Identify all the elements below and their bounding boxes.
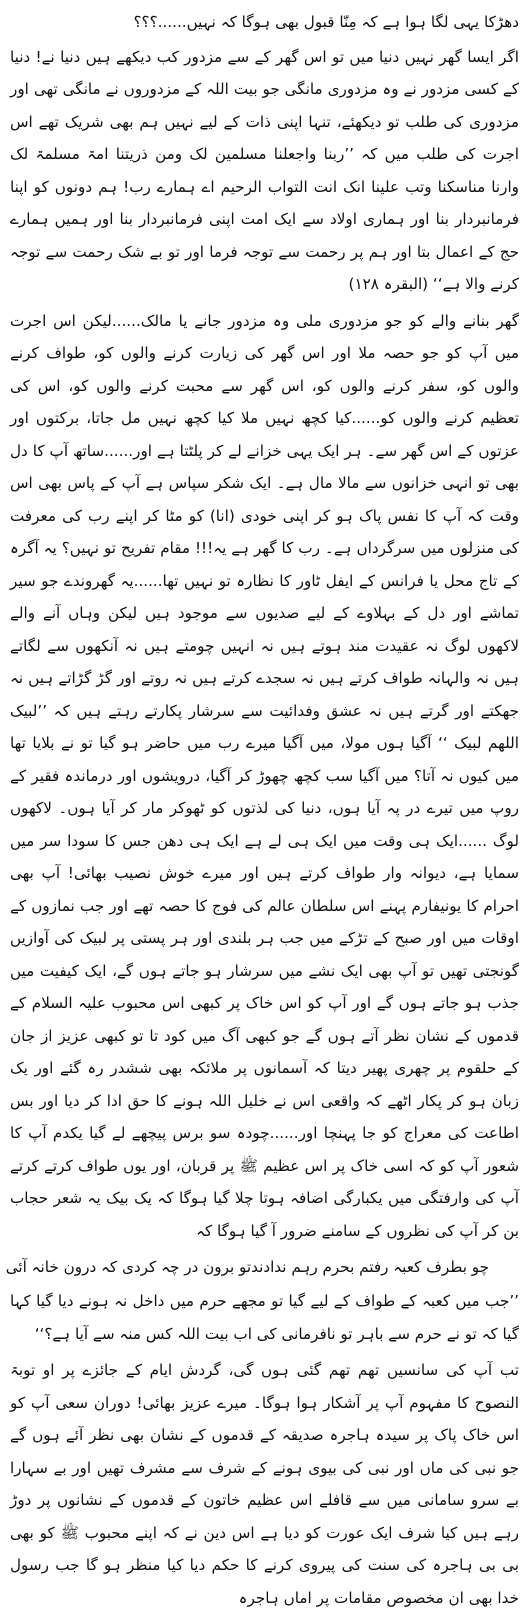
couplet-first-hemistich: چو بطرف کعبہ رفتم بحرم رہم ندادند bbox=[251, 1258, 489, 1276]
opening-line: دھڑکا یہی لگا ہوا ہے کہ مِنّا قبول بھی ہوگا کہ نہیں......؟؟؟ bbox=[133, 13, 519, 31]
persian-couplet bbox=[5, 1251, 519, 1283]
paragraph-labourers: اگر ایسا گھر نہیں دنیا میں تو اس گھر کے سے مزدور کب دیکھے ہیں دنیا نے! دنیا کے کسی مزدور نے وہ مزدوری مانگی جو بیت اللہ کے مزدوروں نے مانگی تھی اور مزدوری کی طلب تو دیکھئے، تنہا اپنی ذات کے لیے نہیں ہم بھی شریک تھے اس اجرت کی طلب میں کہ ’’ربنا واجعلنا مسلمین لک ومن ذریتنا امۃ مسلمۃ لک وارنا مناسکنا وتب علینا انک انت التواب الرحیم اے ہمارے رب! ہم دونوں کو اپنا فرمانبردار بنا اور ہماری اولاد سے ایک امت اپنی فرمانبردار بنا اور ہمیں ہمارے حج کے اعمال بتا اور ہم پر رحمت سے توجہ فرما اور تو بے شک رحمت سے توجہ کرنے والا ہے‘‘ (البقرہ ۱۲۸) bbox=[10, 47, 519, 293]
paragraph-tawaf: گھر بنانے والے کو جو مزدوری ملی وہ مزدور جانے یا مالک......لیکن اس اجرت میں آپ کو جو حصہ ملا اور اس گھر کی زیارت کرنے والوں کو، طواف کرنے والوں کو، سفر کرنے والوں کو، اس گھر سے محبت کرنے والوں کو، اس کی تعظیم کرنے والوں کو......کیا کچھ نہیں ملا کیا کچھ نہیں مل جاتا، برکتوں اور عزتوں کے اس گھر سے۔ ہر ایک یہی خزانے لے کر پلٹتا ہے اور......ساتھ آپ کا دل بھی تو انہی خزانوں سے مالا مال ہے۔ ایک شکر سپاس ہے آپ کے پاس بھی اس وقت کہ آپ کا نفس پاک ہو کر اپنی خودی (انا) کو مٹا کر اپنے رب کی معرفت کی منزلوں میں سرگرداں ہے۔ رب کا گھر ہے یہ!!! مقام تفریح تو نہیں؟ یہ آگرہ کے تاج محل یا فرانس کے ایفل ٹاور کا نظارہ تو نہیں تھا......یہ گھروندے جو سیر تماشے اور دل کے بہلاوے کے لیے صدیوں سے موجود ہیں لیکن وہاں آنے والے لاکھوں لوگ نہ عقیدت مند ہوتے ہیں نہ انہیں چومتے ہیں نہ آنکھوں سے لگاتے ہیں نہ والہانہ طواف کرتے ہیں نہ سجدے کرتے ہیں نہ روتے اور گڑ گڑاتے ہیں نہ جھکتے اور گرتے ہیں نہ عشق وفدائیت سے سرشار پکارتے رہتے ہیں کہ ’’لبیک اللھم لبیک ‘‘ آگیا ہوں مولا، میں آگیا میرے رب میں حاضر ہو گیا تو نے بلایا تھا میں کیوں نہ آتا؟ میں آگیا سب کچھ چھوڑ کر آگیا، درویشوں اور درماندہ فقیر کے روپ میں تیرے در پہ آیا ہوں، دنیا کی لذتوں کو ٹھوکر مار کر آیا ہوں۔ لاکھوں لوگ ......ایک ہی وقت میں ایک ہی لے ہے ایک ہی دھن جس کا سودا سر میں سمایا ہے، دیوانہ وار طواف کرتے ہیں اور میرے خوش نصیب بھائی! آپ بھی احرام کا یونیفارم پہنے اس سلطان عالم کی فوج کا حصہ تھے اور جب نمازوں کے اوقات میں اور صبح کے تڑکے میں جب ہر بلندی اور ہر پستی پر لبیک کی آوازیں گونجتی تھیں تو آپ بھی ایک نشے میں سرشار ہو جاتے ہوں گے، ایک کیفیت میں جذب ہو جاتے ہوں گے اور آپ کو اس خاک پر کبھی اس محبوب علیہ السلام کے قدموں کے نشان نظر آتے ہوں گے جو کبھی آگ میں کود تا تو کبھی عزیز از جان کے حلقوم پر چھری پھیر دیتا کہ آسمانوں پر ملائکہ بھی ششدر رہ گئے اور یک زبان ہو کر پکار اٹھے کہ واقعی اس نے خلیل اللہ ہونے کا حق ادا کر دیا اور بس اطاعت کی معراج کو جا پہنچا اور......چودہ سو برس پیچھے لے گیا یکدم آپ کا شعور آپ کو کہ اسی خاک پر اس عظیم ﷺ پر قربان، اور یوں طواف کرتے کرتے آپ کی وارفتگی میں یکبارگی اضافہ ہوتا چلا گیا ہوگا کہ یک بیک یہ شعر حجاب بن کر آپ کی نظروں کے سامنے ضرور آ گیا ہوگا کہ bbox=[10, 311, 519, 1240]
paragraph-hajra: تب آپ کی سانسیں تھم تھم گئی ہوں گی، گردش ایام کے جائزے پر او توبۃ النصوح کا مفہوم آپ پر آشکار ہوا ہوگا۔ میرے عزیز بھائی! دوران سعی آپ کو اس خاک پاک پر سیدہ ہاجرہ صدیقہ کے قدموں کے نشان بھی نظر آئے ہوں گے جو نبی کی ماں اور نبی کی بیوی ہونے کے شرف سے مشرف تھیں اور بے سہارا بے سرو سامانی میں سے قافلے اس عظیم خاتون کے قدموں کے نشانوں پر دوڑ رہے ہیں کیا شرف ایک عورت کو دیا ہے اس دین نے کہ اپنے محبوب ﷺ کو بھی بی بی ہاجرہ کی سنت کی پیروی کرنے کا حکم دیا کیا منظر ہو گا جب رسول خدا بھی ان مخصوص مقامات پر اماں ہاجرہ bbox=[10, 1361, 519, 1607]
couplet-second-hemistich: تو برون در چہ کردی کہ درون خانہ آئی bbox=[5, 1258, 252, 1276]
document-page bbox=[5, 6, 519, 1607]
couplet-translation: ’’جب میں کعبہ کے طواف کے لیے گیا تو مجھے حرم میں داخل نہ ہونے دیا گیا کہا گیا کہ تو نے حرم سے باہر تو نافرمانی کی اب بیت اللہ کس منہ سے آیا ہے؟‘‘ bbox=[10, 1292, 519, 1343]
